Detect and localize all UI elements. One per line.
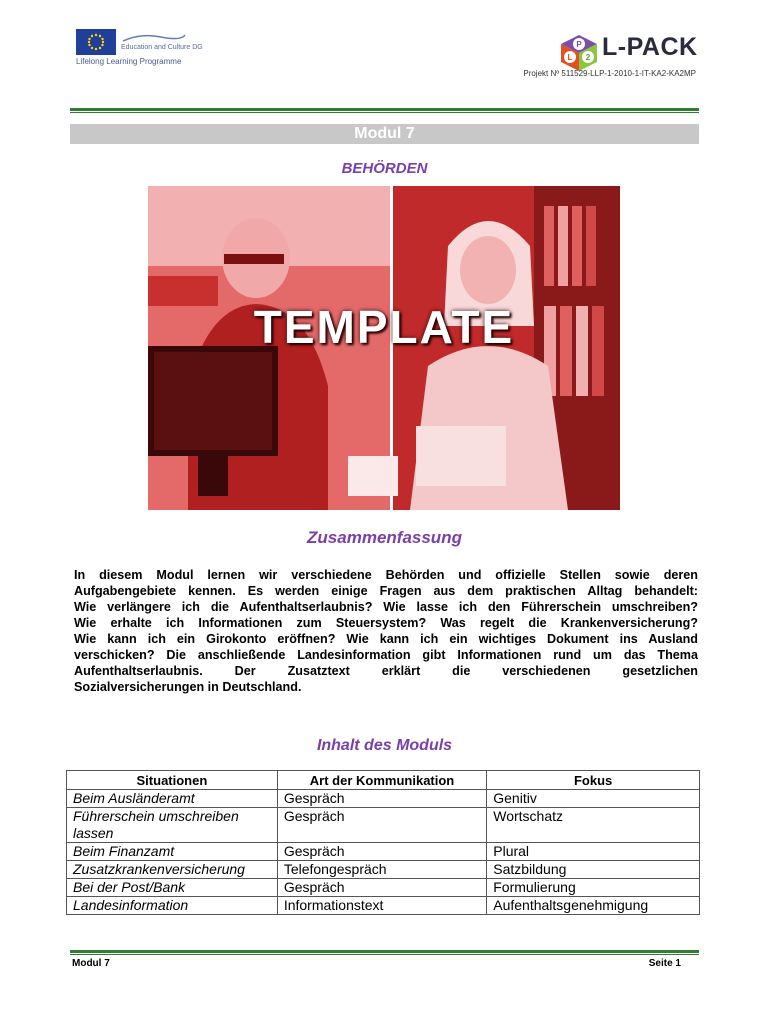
summary-line: In diesem Modul lernen wir verschiedene Behörden und offizielle Stellen sowie deren	[74, 568, 698, 582]
communication-cell: Telefongespräch	[277, 861, 486, 879]
situation-cell: Bei der Post/Bank	[67, 879, 278, 897]
lifelong-learning-label: Lifelong Learning Programme	[76, 57, 182, 66]
summary-line: Sozialversicherungen in Deutschland.	[74, 680, 302, 694]
focus-cell: Wortschatz	[487, 808, 700, 843]
table-row	[67, 861, 700, 879]
communication-cell: Informationstext	[277, 897, 486, 915]
column-header: Art der Kommunikation	[277, 771, 486, 790]
situation-cell: Zusatzkrankenversicherung	[67, 861, 278, 879]
summary-line: verschicken? Die anschließende Landesinformation gibt Informationen rund um das Thema	[74, 648, 698, 662]
logo-letter-l: L	[567, 53, 573, 62]
lpack-title: L-PACK	[602, 33, 698, 61]
eu-swoosh-icon	[121, 33, 187, 43]
footer-module-label: Modul 7	[72, 958, 110, 969]
column-header: Fokus	[487, 771, 700, 790]
communication-cell: Gespräch	[277, 790, 486, 808]
table-row	[67, 897, 700, 915]
summary-line: Aufenthaltserlaubnis. Der Zusatztext erklärt die verschiedenen gesetzlichen	[74, 664, 698, 678]
summary-line: Wie erhalte ich Informationen zum Steuersystem? Was regelt die Krankenversicherung?	[74, 616, 698, 630]
module-title: Modul 7	[354, 125, 415, 142]
focus-cell: Formulierung	[487, 879, 700, 897]
summary-line: Aufgabengebiete kennen. Es werden einige Fragen aus dem praktischen Alltag behandelt:	[74, 584, 698, 598]
header-rule	[70, 108, 699, 111]
situation-cell: Beim Finanzamt	[67, 843, 278, 861]
header-rule-thin	[70, 112, 699, 113]
contents-heading: Inhalt des Moduls	[316, 737, 453, 754]
communication-cell: Gespräch	[277, 879, 486, 897]
summary-line: Wie verlängere ich die Aufenthaltserlaubnis? Wie lasse ich den Führerschein umschreiben?	[74, 600, 698, 614]
table-row	[67, 790, 700, 808]
template-watermark: TEMPLATE	[253, 301, 515, 353]
focus-cell: Genitiv	[487, 790, 700, 808]
summary-line: Wie kann ich ein Girokonto eröffnen? Wie kann ich ein wichtiges Dokument ins Ausland	[74, 632, 698, 646]
project-number: Projekt Nº 511529-LLP-1-2010-1-IT-KA2-KA2MP	[523, 69, 696, 78]
summary-heading: Zusammenfassung	[307, 528, 462, 547]
table-row	[67, 843, 700, 861]
communication-cell: Gespräch	[277, 808, 486, 843]
lpack-cube-logo	[556, 33, 602, 73]
summary-paragraph	[74, 567, 698, 695]
logo-letter-p: P	[576, 40, 582, 49]
table-header-row	[67, 771, 700, 790]
communication-cell: Gespräch	[277, 843, 486, 861]
module-subtitle: BEHÖRDEN	[341, 160, 428, 177]
footer-page-number: Seite 1	[648, 958, 681, 969]
table-row	[67, 808, 700, 843]
situation-cell: Landesinformation	[67, 897, 278, 915]
logo-letter-2: 2	[585, 53, 591, 62]
column-header: Situationen	[67, 771, 278, 790]
situation-cell: Beim Ausländeramt	[67, 790, 278, 808]
table-row	[67, 879, 700, 897]
footer-rule-thin	[70, 954, 699, 955]
eu-flag-logo	[76, 29, 116, 55]
focus-cell: Plural	[487, 843, 700, 861]
footer-rule	[70, 950, 699, 953]
eu-dg-label: Education and Culture DG	[121, 44, 203, 51]
situation-cell: Führerschein umschreiben lassen	[67, 808, 278, 843]
focus-cell: Aufenthaltsgenehmigung	[487, 897, 700, 915]
focus-cell: Satzbildung	[487, 861, 700, 879]
contents-table	[66, 770, 700, 915]
